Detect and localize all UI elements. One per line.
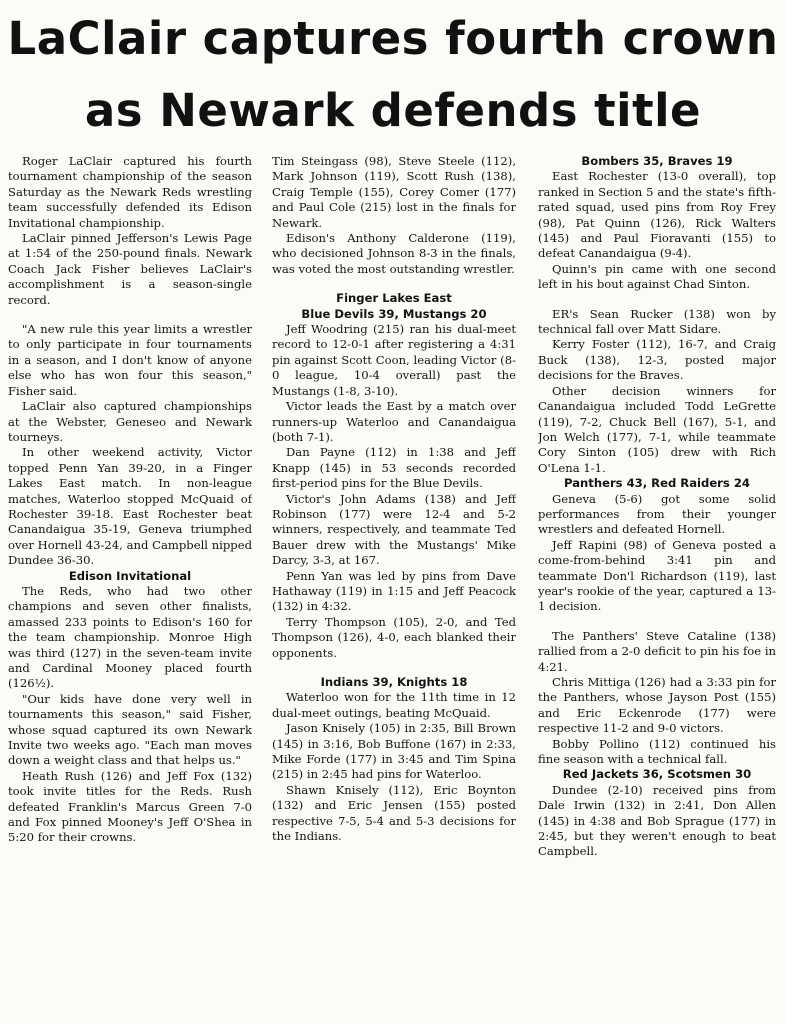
subhead-finger-lakes-east: Finger Lakes East bbox=[336, 291, 452, 306]
paragraph: ER's Sean Rucker (138) won by technical fall over Matt Sidare. bbox=[538, 306, 776, 337]
paragraph: Kerry Foster (112), 16-7, and Craig Buck (138), 12-3, posted major decisions for the Braves. bbox=[538, 337, 776, 383]
paragraph: Edison's Anthony Calderone (119), who decisioned Johnson 8-3 in the finals, was voted the most outstanding wrestler. bbox=[272, 231, 516, 276]
paragraph: In other weekend activity, Victor topped Penn Yan 39-20, in a Finger Lakes East match. In non-league matches, Waterloo stopped McQuaid of Rochester 39-18. East Rochester beat Canandaigua 35-19, Geneva triumphed over Hornell 43-24, and Campbell nipped Dundee 36-30. bbox=[8, 445, 252, 568]
paragraph: East Rochester (13-0 overall), top ranked in Section 5 and the state's fifth-rated squad, used pins from Roy Frey (98), Pat Quinn (126), Rick Walters (145) and Paul Fioravanti (155) to defeat Canandaigua (9-4). bbox=[538, 169, 776, 261]
paragraph: Shawn Knisely (112), Eric Boynton (132) and Eric Jensen (155) posted respective 7-5, 5-4 and 5-3 decisions for the Indians. bbox=[272, 782, 516, 844]
paragraph: Geneva (5-6) got some solid performances from their younger wrestlers and defeated Hornell. bbox=[538, 491, 776, 537]
paragraph: Quinn's pin came with one second left in his bout against Chad Sinton. bbox=[538, 261, 776, 292]
subhead-edison-invitational: Edison Invitational bbox=[68, 568, 192, 583]
article-column-2 bbox=[272, 154, 516, 1020]
paragraph: Heath Rush (126) and Jeff Fox (132) took invite titles for the Reds. Rush defeated Franklin's Marcus Green 7-0 and Fox pinned Mooney's Jeff O'Shea in 5:20 for their crowns. bbox=[8, 768, 252, 845]
subhead-indians-knights: Indians 39, Knights 18 bbox=[320, 675, 468, 689]
paragraph: Tim Steingass (98), Steve Steele (112), Mark Johnson (119), Scott Rush (138), Craig Temple (155), Corey Comer (177) and Paul Cole (215) lost in the finals for Newark. bbox=[272, 154, 516, 230]
paragraph: Penn Yan was led by pins from Dave Hathaway (119) in 1:15 and Jeff Peacock (132) in 4:32. bbox=[272, 568, 516, 614]
subhead-bombers-braves: Bombers 35, Braves 19 bbox=[581, 154, 733, 168]
paragraph: "Our kids have done very well in tournaments this season," said Fisher, whose squad captured its own Newark Invite two weeks ago. "Each man moves down a weight class and that helps us." bbox=[8, 691, 252, 768]
paragraph: Jeff Woodring (215) ran his dual-meet record to 12-0-1 after registering a 4:31 pin against Scott Coon, leading Victor (8-0 league, 10-4 overall) past the Mustangs (1-8, 3-10). bbox=[272, 322, 516, 398]
paragraph: LaClair also captured championships at the Webster, Geneseo and Newark tourneys. bbox=[8, 399, 252, 444]
paragraph: Jeff Rapini (98) of Geneva posted a come-from-behind 3:41 pin and teammate Don'l Richardson (119), last year's rookie of the year, captured a 13-1 decision. bbox=[538, 537, 776, 614]
paragraph: Chris Mittiga (126) had a 3:33 pin for the Panthers, whose Jayson Post (155) and Eric Eckenrode (177) were respective 11-2 and 9-0 victors. bbox=[538, 675, 776, 736]
paragraph: Waterloo won for the 11th time in 12 dual-meet outings, beating McQuaid. bbox=[272, 690, 516, 720]
paragraph: Jason Knisely (105) in 2:35, Bill Brown (145) in 3:16, Bob Buffone (167) in 2:33, Mike Forde (177) in 3:45 and Tim Spina (215) in 2:45 had pins for Waterloo. bbox=[272, 721, 516, 782]
paragraph: Victor's John Adams (138) and Jeff Robinson (177) were 12-4 and 5-2 winners, respectively, and teammate Ted Bauer drew with the Mustangs' Mike Darcy, 3-3, at 167. bbox=[272, 491, 516, 568]
paragraph: LaClair pinned Jefferson's Lewis Page at 1:54 of the 250-pound finals. Newark Coach Jack Fisher believes LaClair's accomplishment is a season-single record. bbox=[8, 231, 252, 307]
paragraph: Victor leads the East by a match over runners-up Waterloo and Canandaigua (both 7-1). bbox=[272, 399, 516, 444]
paragraph: Terry Thompson (105), 2-0, and Ted Thompson (126), 4-0, each blanked their opponents. bbox=[272, 614, 516, 660]
paragraph: Roger LaClair captured his fourth tournament championship of the season Saturday as the Newark Reds wrestling team successfully defended its Edison Invitational championship. bbox=[8, 154, 252, 230]
paragraph: Other decision winners for Canandaigua included Todd LeGrette (119), 7-2, Chuck Bell (167), 5-1, and Jon Welch (177), 7-1, while teammate Cory Sinton (105) drew with Rich O'Lena 1-1. bbox=[538, 383, 776, 475]
paragraph: Dan Payne (112) in 1:38 and Jeff Knapp (145) in 53 seconds recorded first-period pins for the Blue Devils. bbox=[272, 445, 516, 491]
paragraph: The Reds, who had two other champions and seven other finalists, amassed 233 points to Edison's 160 for the team championship. Monroe High was third (127) in the seven-team invite and Cardinal Mooney placed fourth (126½). bbox=[8, 583, 252, 691]
headline-line-2: as Newark defends title bbox=[84, 84, 702, 137]
headline-line-1: LaClair captures fourth crown bbox=[7, 12, 779, 65]
subhead-red-jackets-scotsmen: Red Jackets 36, Scotsmen 30 bbox=[562, 767, 752, 782]
paragraph: The Panthers' Steve Cataline (138) rallied from a 2-0 deficit to pin his foe in 4:21. bbox=[538, 628, 776, 674]
paragraph: Bobby Pollino (112) continued his fine season with a technical fall. bbox=[538, 736, 776, 767]
subhead-panthers-red-raiders: Panthers 43, Red Raiders 24 bbox=[564, 476, 750, 491]
paragraph: Dundee (2-10) received pins from Dale Irwin (132) in 2:41, Don Allen (145) in 4:38 and Bob Sprague (177) in 2:45, but they weren't enough to beat Campbell. bbox=[538, 782, 776, 859]
subhead-blue-devils-mustangs: Blue Devils 39, Mustangs 20 bbox=[301, 306, 487, 321]
article-column-1 bbox=[8, 154, 252, 1020]
paragraph: "A new rule this year limits a wrestler to only participate in four tournaments in a season, and I don't know of anyone else who has won four this season," Fisher said. bbox=[8, 322, 252, 398]
article-column-3 bbox=[538, 154, 776, 1020]
